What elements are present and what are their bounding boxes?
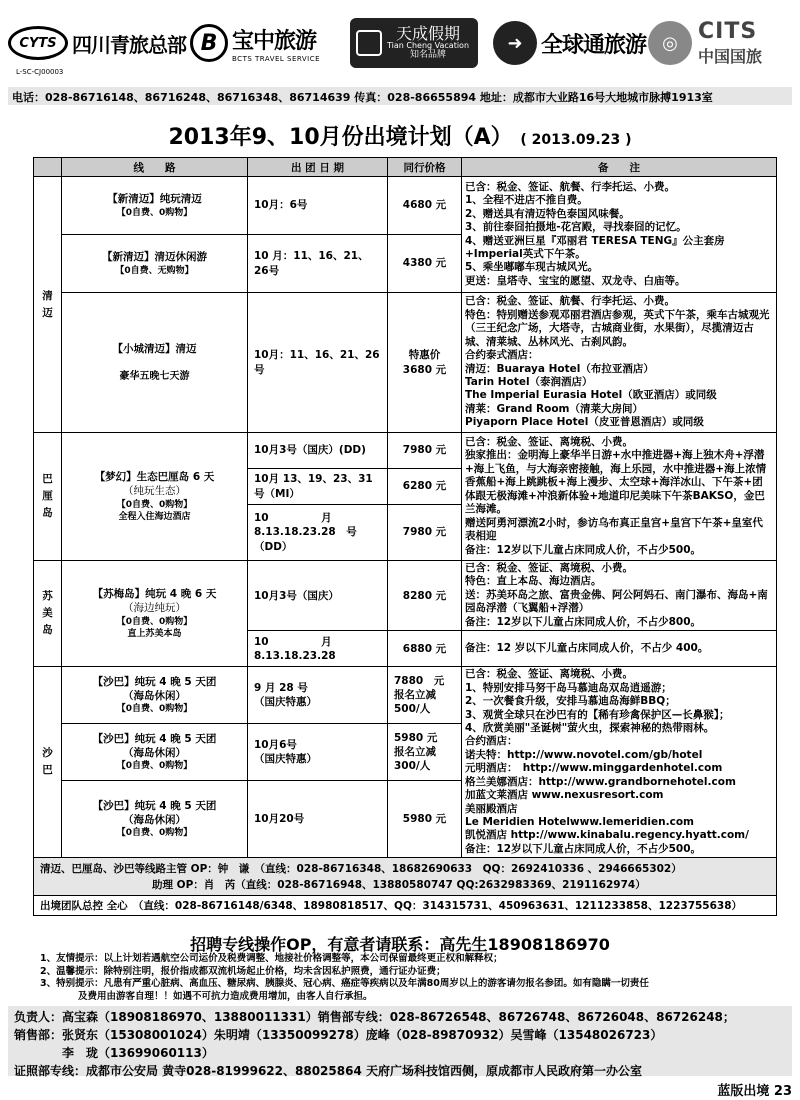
- route-name: 【小城清迈】清迈: [112, 342, 197, 355]
- date-cell: 10月：6号: [248, 177, 388, 235]
- page-title: [0, 120, 800, 151]
- route-tag: 【0自费、0购物】: [116, 499, 193, 510]
- route-tag: 【0自费、0购物】: [116, 616, 193, 627]
- control-contact: 出境团队总控 全心 （直线：028-86716148/6348、18980818517、QQ：314315731、450963631、1211233858、1223755638）: [34, 896, 777, 916]
- title-date: ( 2013.09.23 ): [520, 132, 632, 148]
- route-cell: [62, 781, 248, 858]
- quanqiutong-name: 全球通旅游: [541, 32, 647, 58]
- route-name: 【新清迈】纯玩清迈: [107, 193, 202, 206]
- table-row: [34, 293, 777, 433]
- date-cell: 9 月 28 号 （国庆特惠）: [248, 667, 388, 724]
- route-name: 【沙巴】纯玩 4 晚 5 天团: [92, 799, 217, 812]
- itinerary-table: [33, 157, 777, 916]
- note-cell: 已含：税金、签证、离境税、小费。 1、特别安排马努干岛马慕迪岛双岛逍遥游； 2、一次餐食升级，安排马慕迪岛海鲜BBQ； 3、观赏全球只在沙巴有的【稀有珍禽保护区—长鼻猴】； 4、欣赏美丽"圣诞树"萤火虫，探索神秘的热带雨林。 合约酒店： 诺夫特：http://www.novotel.com/gb/hotel 元明酒店： http://www.minggardenhotel.com 格兰美娜酒店：http://www.grandbornehotel.com 加蓝文莱酒店 www.nexusresort.com 美丽殿酒店 Le Meridien Hotelwww.lemeridien.com 凯悦酒店 http://www.kinabalu.regency.hyatt.com/ 备注：12岁以下儿童占床同成人价，不占少500。: [462, 667, 777, 858]
- price-cell: 7980 元: [388, 433, 462, 469]
- bcts-sub: BCTS TRAVEL SERVICE: [232, 54, 321, 63]
- route-cell: [62, 433, 248, 561]
- bcts-name: 宝中旅游: [232, 28, 317, 54]
- tiancheng-box: [350, 18, 478, 68]
- op-line-2: 助理 OP：肖 芮（直线：028-86716948、13880580747 QQ:2632983369、2191162974）: [152, 878, 646, 891]
- globe-icon: ➜: [493, 21, 537, 65]
- price-cell: 特惠价 3680 元: [388, 293, 462, 433]
- price-cell: 5980 元 报名立减 300/人: [388, 724, 462, 781]
- price-cell: 7980 元: [388, 505, 462, 561]
- route-cell: [62, 177, 248, 235]
- date-cell: 10月3号（国庆）: [248, 561, 388, 631]
- date-cell: 10月：11、16、21、26号: [248, 293, 388, 433]
- op-line-1: 清迈、巴厘岛、沙巴等线路主管 OP：钟 谦 （直线：028-86716348、18682690633 QQ：2692410336 、2946665302）: [40, 862, 682, 875]
- route-tag: 【0自费、0购物】: [116, 704, 193, 715]
- table-header-row: [34, 158, 777, 177]
- bottom-contacts: 负责人：高宝森（18908186970、13880011331）销售部专线：028-86726548、86726748、86726048、86726248； 销售部：张贤东（15308001024）朱明靖（13350099278）庞峰（028-89870932）吴雪峰（13548026723） 李 珑（13699060113） 证照部专线：成都市公安局 黄寺028-81999622、88025864 天府广场科技馆西侧，原成都市人民政府第一办公室: [8, 1006, 792, 1076]
- contact-bar: 电话：028-86716148、86716248、86716348、86714639 传真：028-86655894 地址：成都市大业路16号大地城市脉搏1913室: [8, 87, 792, 105]
- route-tag: 【0自费、0购物】: [116, 761, 193, 772]
- route-name: 【苏梅岛】纯玩 4 晚 6 天: [92, 588, 217, 601]
- route-cell: [62, 561, 248, 667]
- cits-logo-icon: ◎: [648, 21, 692, 65]
- cits-cn: 中国国旅: [698, 47, 763, 66]
- route-cell: [62, 235, 248, 293]
- recruit-banner: 招聘专线操作OP，有意者请联系：高先生18908186970: [190, 935, 610, 954]
- date-cell: 10月6号 （国庆特惠）: [248, 724, 388, 781]
- region-bali: 巴 厘 岛: [34, 433, 62, 561]
- tiancheng-tag: 知名品牌: [409, 50, 446, 61]
- price-cell: 4380 元: [388, 235, 462, 293]
- table-footer-row: [34, 858, 777, 896]
- date-cell: 10 月：11、16、21、26号: [248, 235, 388, 293]
- cyts-logo-icon: CYTS: [8, 26, 68, 60]
- note-cell: 已含：税金、签证、航餐、行李托运、小费。 1、全程不进店不推自费。 2、赠送具有清迈特色泰国风味餐。 3、前往泰囧拍摄地-花宫殿，寻找泰囧的记忆。 4、赠送亚洲巨星『邓丽君 TERESA TENG』公主套房+Imperial英式下午茶。 5、乘坐嘟嘟车现古城风光。 更送：皇塔寺、宝宝的愿望、双龙寺、白庙等。: [462, 177, 777, 293]
- route-sub: （海岛休闲）: [123, 814, 186, 827]
- tips: 1、友情提示：以上计划若遇航空公司运价及税费调整、地接社价格调整等，本公司保留最终更正权和解释权； 2、温馨提示：除特别注明，报价指成都双流机场起止价格，均未含因私护照费，通行证办证费； 3、特别提示：凡患有严重心脏病、高血压、糖尿病、胰腺炎、冠心病、癌症等疾病以及年满80周岁以上的游客请勿报名参团。如有隐瞒一切责任 及费用由游客自理！！如遇不可抗力造成费用增加，由客人自行承担。: [40, 953, 649, 1002]
- title-main: 2013年9、10月份出境计划（A）: [168, 125, 513, 150]
- date-cell: 10 月 8.13.18.23.28: [248, 631, 388, 667]
- date-cell: 10月 13、19、23、31号（MI）: [248, 469, 388, 505]
- tiancheng-logo-icon: [356, 30, 382, 56]
- route-hotel: 全程入住海边酒店: [118, 511, 191, 522]
- route-sub: （海岛休闲）: [123, 690, 186, 703]
- route-sub: （纯玩生态）: [123, 485, 186, 498]
- brand-tiancheng: [350, 12, 478, 74]
- route-tag: 豪华五晚七天游: [119, 370, 190, 382]
- page-footer: 蓝版出境 23: [717, 1084, 792, 1099]
- header-blank: [34, 158, 62, 177]
- brand-cyts: [8, 12, 186, 74]
- table-row: [34, 667, 777, 724]
- brand-bar: [8, 12, 792, 74]
- cits-en: CITS: [698, 19, 758, 44]
- route-cell: [62, 724, 248, 781]
- price-cell: 4680 元: [388, 177, 462, 235]
- route-sub: （海边纯玩）: [123, 602, 186, 615]
- region-shaba: 沙 巴: [34, 667, 62, 858]
- region-sumei: 苏 美 岛: [34, 561, 62, 667]
- route-tag: 【0自费、无购物】: [115, 265, 194, 276]
- brand-cits: [648, 12, 762, 74]
- route-cell: [62, 293, 248, 433]
- cyts-name: 四川青旅总部: [72, 32, 186, 57]
- route-name: 【沙巴】纯玩 4 晚 5 天团: [92, 732, 217, 745]
- route-tag: 【0自费、0购物】: [116, 828, 193, 839]
- price-cell: 8280 元: [388, 561, 462, 631]
- header-route: 线 路: [62, 158, 248, 177]
- price-cell: 6880 元: [388, 631, 462, 667]
- note-cell: 备注：12 岁以下儿童占床同成人价，不占少 400。: [462, 631, 777, 667]
- header-note: 备 注: [462, 158, 777, 177]
- price-cell: 5980 元: [388, 781, 462, 858]
- date-cell: 10 月 8.13.18.23.28 号 （DD）: [248, 505, 388, 561]
- route-hotel: 直上苏美本岛: [127, 628, 182, 639]
- route-cell: [62, 667, 248, 724]
- region-qingmai: 清 迈: [34, 177, 62, 433]
- price-cell: 7880 元 报名立减 500/人: [388, 667, 462, 724]
- header-price: 同行价格: [388, 158, 462, 177]
- route-tag: 【0自费、0购物】: [116, 207, 193, 218]
- tiancheng-cn: 天成假期: [395, 23, 460, 43]
- note-cell: 已含：税金、签证、离境税、小费。 特色：直上本岛、海边酒店。 送：苏美环岛之旅、富贵金佛、阿公阿妈石、南门瀑布、海岛+南园岛浮潜（飞翼船+浮潜） 备注：12岁以下儿童占床同成人价，不占少800。: [462, 561, 777, 631]
- date-cell: 10月20号: [248, 781, 388, 858]
- route-sub: （海岛休闲）: [123, 747, 186, 759]
- brand-quanqiutong: [493, 12, 646, 74]
- table-row: [34, 177, 777, 235]
- note-cell: 已含：税金、签证、离境税、小费。 独家推出：金明海上豪华半日游+水中推进器+海上独木舟+浮潜+海上飞鱼，与大海亲密接触，海上乐园，水中推进器+海上浓情香蕉船+海上跳跳板+海上漫步、太空球+海洋冰山、下午茶+团体跟无极海滩+冲浪新体验+地道印尼美味下午茶BAKSO，金巴兰海滩。 赠送阿勇河漂流2小时，参访乌布真正皇宫+皇宫下午茶+皇室代表相迎 备注：12岁以下儿童占床同成人价，不占少500。: [462, 433, 777, 561]
- bcts-logo-icon: B: [190, 24, 228, 62]
- price-cell: 6280 元: [388, 469, 462, 505]
- table-row: [34, 433, 777, 469]
- table-footer-row: [34, 896, 777, 916]
- license-code: L-SC-CJ00003: [16, 68, 64, 76]
- route-name: 【梦幻】生态巴厘岛 6 天: [94, 471, 215, 484]
- table-row: [34, 561, 777, 631]
- note-cell: 已含：税金、签证、航餐、行李托运、小费。 特色：特别赠送参观邓丽君酒店参观，英式下午茶，乘车古城观光（三王纪念广场，大塔寺，古城商业街，水果街），尽揽清迈古城、清莱城、丛林风光、古刹风韵。 合约泰式酒店： 清迈：Buaraya Hotel（布拉亚酒店） Tarin Hotel（泰润酒店） The Imperial Eurasia Hotel（欧亚酒店）或同级 清莱：Grand Room（清莱大房间） Piyaporn Place Hotel（皮亚普恩酒店）或同级: [462, 293, 777, 433]
- header-date: 出 团 日 期: [248, 158, 388, 177]
- date-cell: 10月3号（国庆）(DD): [248, 433, 388, 469]
- brand-bcts: [190, 12, 320, 74]
- op-contacts: [34, 858, 777, 896]
- tiancheng-en: Tian Cheng Vacation: [386, 41, 470, 51]
- route-name: 【新清迈】清迈休闲游: [102, 251, 207, 264]
- route-name: 【沙巴】纯玩 4 晚 5 天团: [92, 675, 217, 688]
